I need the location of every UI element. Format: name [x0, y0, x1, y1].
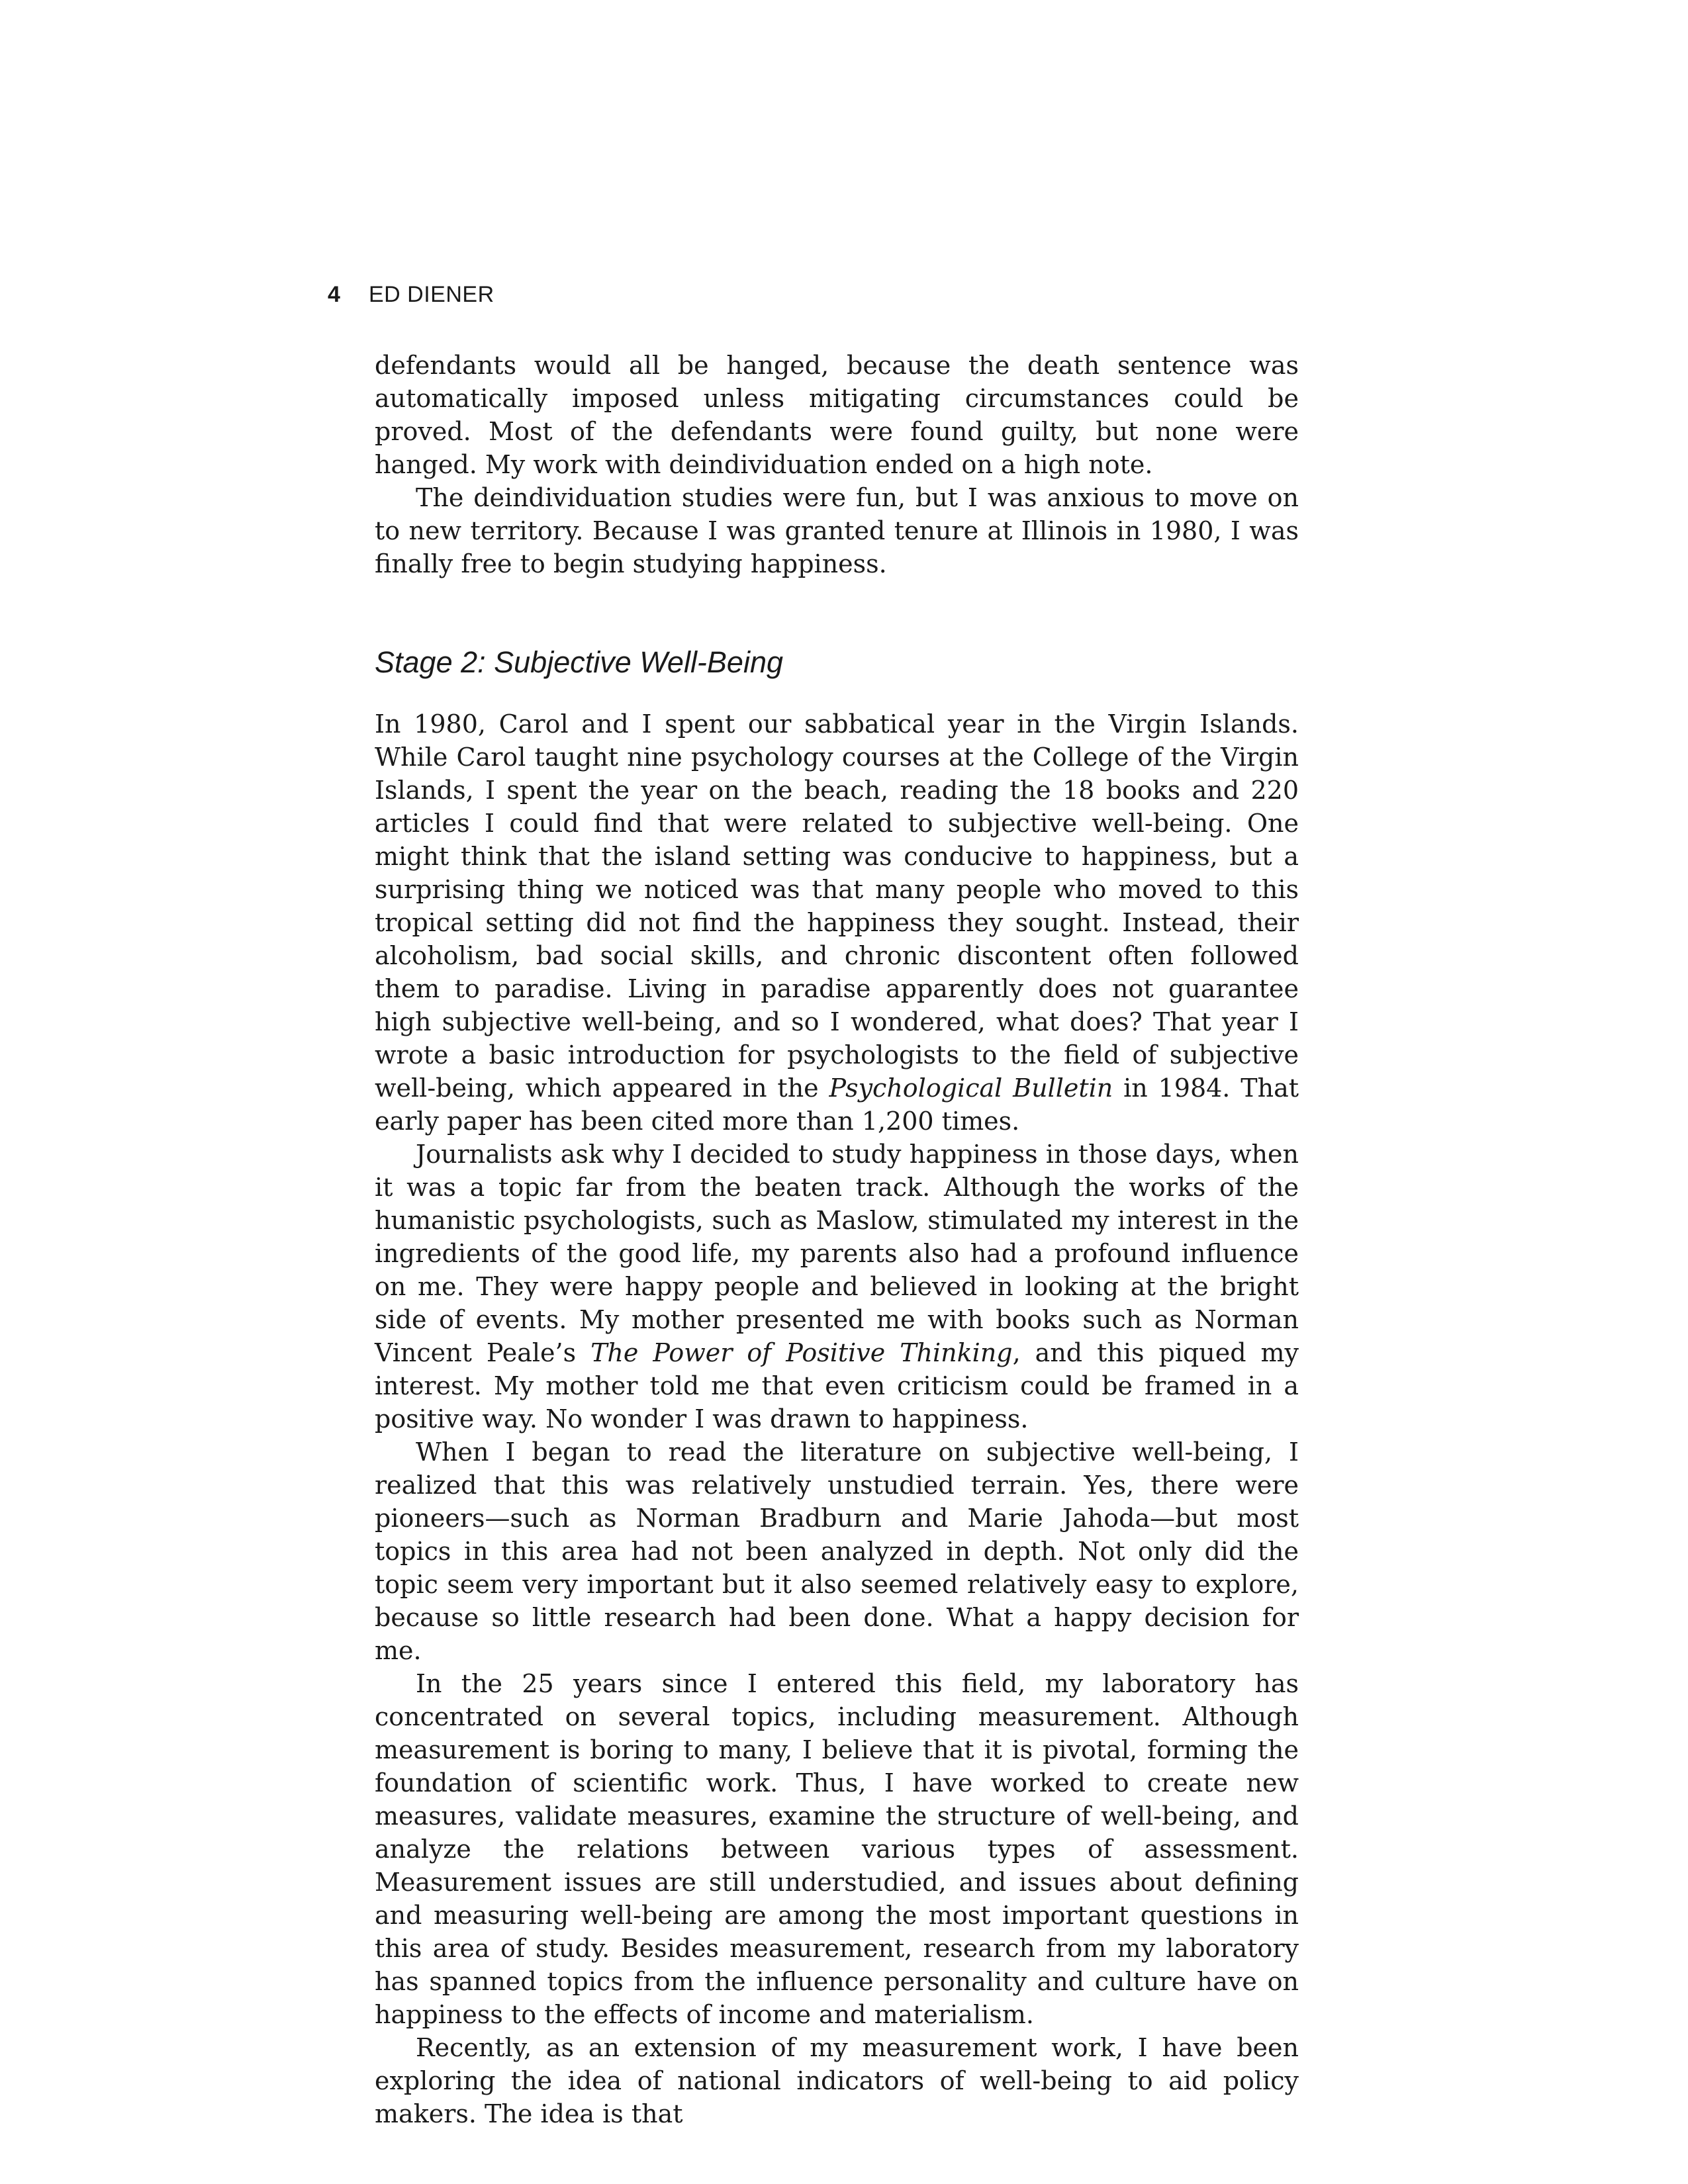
body-text [375, 349, 1299, 2130]
paragraph [375, 1138, 1299, 1435]
paragraph-text: in 1984. That early paper has been cited more than 1,200 times. [375, 1073, 1299, 1136]
paragraph: When I began to read the literature on subjective well-being, I realized that this was relatively unstudied terrain. Yes, there were pioneers—such as Norman Bradburn and Marie Jahoda—but most topics in this area had not been analyzed in depth. Not only did the topic seem very important but it also seemed relatively easy to explore, because so little research had been done. What a happy decision for me. [375, 1437, 1299, 1665]
paragraph-section-first [375, 707, 1299, 1138]
paragraph: In the 25 years since I entered this field, my laboratory has concentrated on several topics, including measurement. Although measurement is boring to many, I believe that it is pivotal, forming the foundation of scientific work. Thus, I have worked to create new measures, validate measures, examine the structure of well-being, and analyze the relations between various types of assessment. Measurement issues are still understudied, and issues about defining and measuring well-being are among the most important questions in this area of study. Besides measurement, research from my laboratory has spanned topics from the influence personality and culture have on happiness to the effects of income and materialism. [375, 1669, 1299, 2029]
paragraph: The deindividuation studies were fun, but I was anxious to move on to new territory. Because I was granted tenure at Illinois in 1980, I was finally free to begin studying happiness. [375, 483, 1299, 578]
book-title: The Power of Positive Thinking [590, 1338, 1013, 1367]
paragraph: Recently, as an extension of my measurement work, I have been exploring the idea of national indicators of well-being to aid policy makers. The idea is that [375, 2033, 1299, 2128]
paragraph-text: In 1980, Carol and I spent our sabbatical year in the Virgin Islands. While Carol taught nine psychology courses at the College of the Virgin Islands, I spent the year on the beach, reading the 18 books and 220 articles I could find that were related to subjective well-being. One might think that the island setting was conducive to happiness, but a surprising thing we noticed was that many people who moved to this tropical setting did not find the happiness they sought. Instead, their alcoholism, bad social skills, and chronic discontent often followed them to paradise. Living in paradise apparently does not guarantee high subjective well-being, and so I wondered, what does? That year I wrote a basic introduction for psychologists to the field of subjective well-being, which appeared in the [375, 709, 1299, 1103]
paragraph-text: , and this piqued my interest. My mother told me that even criticism could be framed in a positive way. No wonder I was drawn to happiness. [375, 1338, 1299, 1433]
page-header [328, 282, 494, 308]
section-heading: Stage 2: Subjective Well-Being [375, 645, 784, 679]
journal-title: Psychological Bulletin [829, 1073, 1113, 1103]
running-head: ED DIENER [369, 282, 494, 307]
paragraph-continued: defendants would all be hanged, because the death sentence was automatically imposed unless mitigating circumstances could be proved. Most of the defendants were found guilty, but none were hanged. My work with deindividuation ended on a high note. [375, 351, 1299, 479]
paragraph-text: Journalists ask why I decided to study happiness in those days, when it was a topic far from the beaten track. Although the works of the humanistic psychologists, such as Maslow, stimulated my interest in the ingredients of the good life, my parents also had a profound influence on me. They were happy people and believed in looking at the bright side of events. My mother presented me with books such as Norman Vincent Peale’s [375, 1140, 1299, 1367]
page-number: 4 [328, 282, 341, 307]
